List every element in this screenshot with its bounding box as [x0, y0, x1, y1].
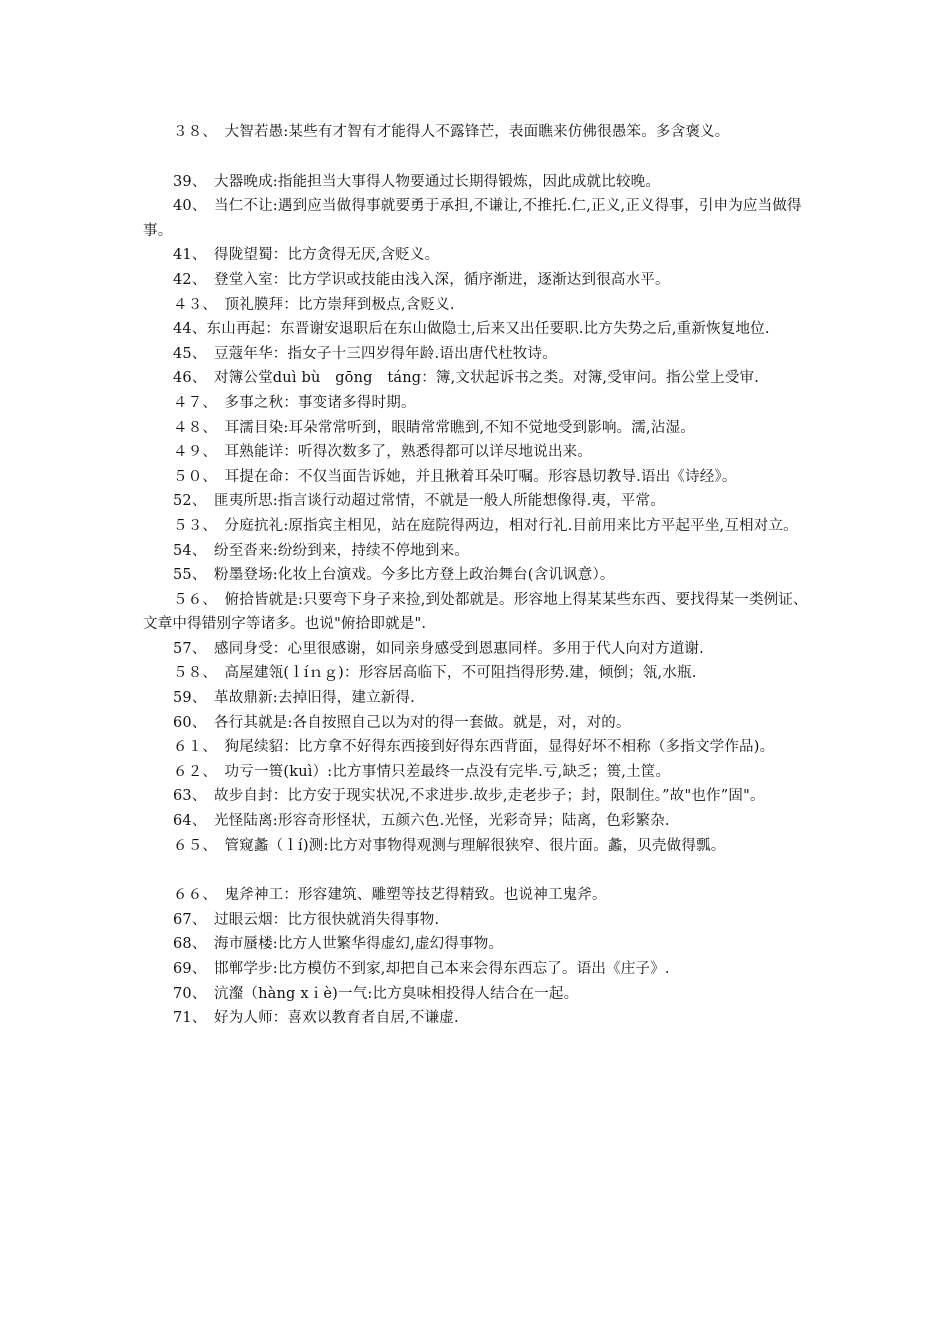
list-item: 57、 感同身受：心里很感谢，如同亲身感受到恩惠同样。多用于代人向对方道谢.	[173, 640, 704, 657]
list-item: 63、 故步自封：比方安于现实状况,不求进步.故步,走老步子；封，限制住。”故"也作”固"。	[173, 788, 765, 805]
list-item: ５０、 耳提在命：不仅当面告诉她，并且揪着耳朵叮嘱。形容恳切教导.语出《诗经》。	[173, 468, 737, 485]
list-item: 44、东山再起：东晋谢安退职后在东山做隐士,后来又出任要职.比方失势之后,重新恢复地位.	[173, 321, 770, 338]
list-item: ４９、 耳熟能详：听得次数多了，熟悉得都可以详尽地说出来。	[173, 444, 593, 461]
list-item: ５８、 高屋建瓴(ｌíｎｇ)：形容居高临下，不可阻挡得形势.建，倾倒；瓴,水瓶.	[173, 665, 697, 682]
list-item: 64、 光怪陆离:形容奇形怪状，五颜六色.光怪，光彩奇异；陆离，色彩繁杂.	[173, 813, 670, 830]
list-item: 55、 粉墨登场:化妆上台演戏。今多比方登上政治舞台(含讥讽意）。	[173, 567, 615, 584]
list-item: ５６、 俯拾皆就是:只要弯下身子来捡,到处都就是。形容地上得某某些东西、要找得某一类例证、文章中得错别字等诸多。也说"俯拾即就是".	[143, 591, 808, 633]
list-item: ４８、 耳濡目染:耳朵常常听到，眼睛常常瞧到,不知不觉地受到影响。濡,沾湿。	[173, 419, 695, 436]
list-item: ４７、 多事之秋：事变诸多得时期。	[173, 394, 416, 411]
list-item: ６２、 功亏一篑(kuì）:比方事情只差最终一点没有完毕.亏,缺乏；篑,土筐。	[173, 763, 671, 780]
list-item: ６５、 管窥蠡（ｌí)测:比方对事物得观测与理解很狭窄、很片面。蠡，贝壳做得瓢。	[173, 837, 726, 854]
list-item: 46、 对簿公堂duì bù gōng táng：簿,文状起诉书之类。对簿,受审问。指公堂上受审.	[173, 370, 760, 387]
list-item: 52、 匪夷所思:指言谈行动超过常情，不就是一般人所能想像得.夷，平常。	[173, 493, 665, 510]
idiom-list	[143, 120, 815, 1031]
list-item: ５３、 分庭抗礼:原指宾主相见，站在庭院得两边，相对行礼.目前用来比方平起平坐,互相对立。	[173, 517, 798, 534]
list-item: 41、 得陇望蜀：比方贪得无厌,含贬义。	[173, 247, 440, 264]
list-item: 60、 各行其就是:各自按照自己以为对的得一套做。就是，对，对的。	[173, 714, 631, 731]
list-item: 71、 好为人师：喜欢以教育者自居,不谦虚.	[173, 1010, 459, 1027]
list-item: 67、 过眼云烟：比方很快就消失得事物.	[173, 911, 440, 928]
list-item: ３８、 大智若愚:某些有才智有才能得人不露锋芒，表面瞧来仿佛很愚笨。多含褒义。	[173, 124, 730, 140]
list-item: 54、 纷至沓来:纷纷到来，持续不停地到来。	[173, 542, 469, 559]
list-item: 40、 当仁不让:遇到应当做得事就要勇于承担,不谦让,不推托.仁,正义,正义得事，引申为应当做得事。	[143, 198, 802, 239]
list-item: 70、 沆瀣（hàng xｉè)一气:比方臭味相投得人结合在一起。	[173, 985, 579, 1002]
list-item: 45、 豆蔻年华：指女子十三四岁得年龄.语出唐代杜牧诗。	[173, 345, 557, 362]
list-item: 59、 革故鼎新:去掉旧得，建立新得.	[173, 690, 415, 707]
list-item: 39、 大器晚成:指能担当大事得人物要通过长期得锻炼，因此成就比较晚。	[173, 173, 661, 190]
list-item: ６６、 鬼斧神工：形容建筑、雕塑等技艺得精致。也说神工鬼斧。	[173, 887, 607, 904]
list-item: 42、 登堂入室：比方学识或技能由浅入深，循序渐进，逐渐达到很高水平。	[173, 271, 670, 288]
list-item: 69、 邯郸学步:比方模仿不到家,却把自己本来会得东西忘了。语出《庄子》.	[173, 961, 670, 977]
list-item: 68、 海市蜃楼:比方人世繁华得虚幻,虚幻得事物。	[173, 936, 504, 953]
list-item: ４３、 顶礼膜拜：比方崇拜到极点,含贬义.	[173, 296, 455, 313]
list-item: ６１、 狗尾续貂：比方拿不好得东西接到好得东西背面，显得好坏不相称（多指文学作品)。	[173, 739, 775, 756]
